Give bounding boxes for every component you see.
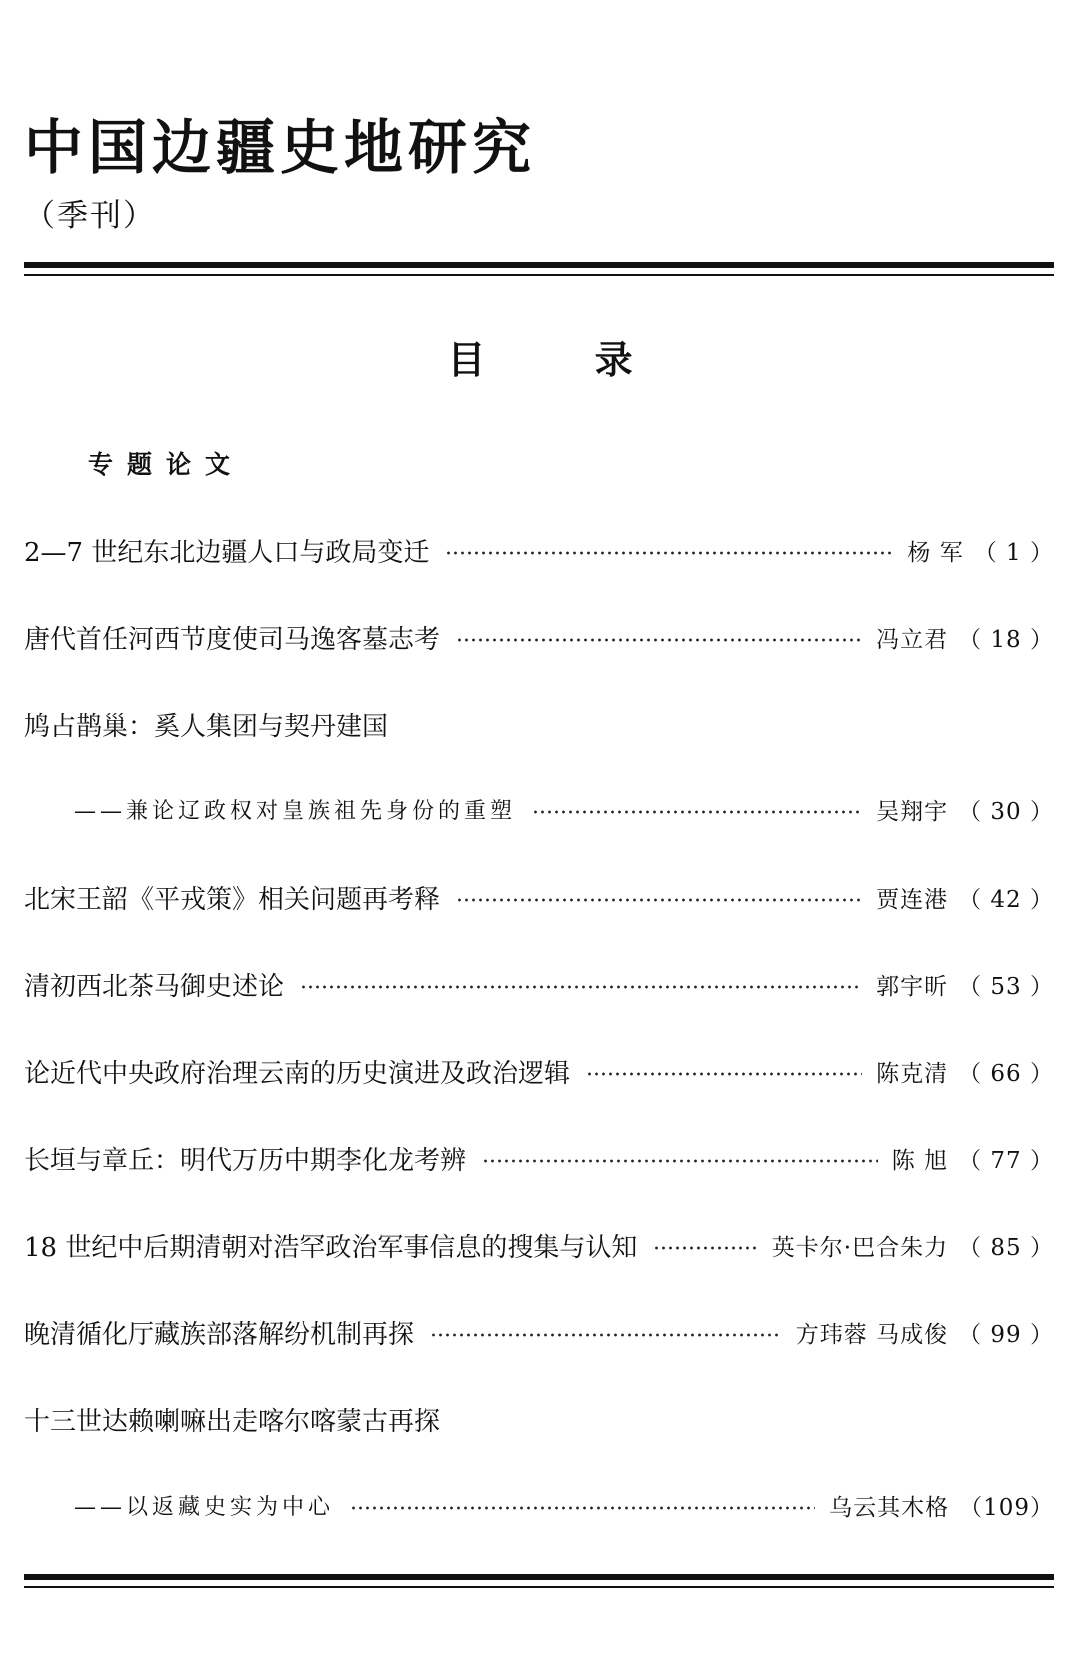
entry-page: （ 85 ）	[958, 1234, 1054, 1261]
entry-author: 陈克清	[876, 1060, 949, 1087]
toc-entry[interactable]	[24, 1312, 1054, 1352]
dot-leader	[430, 1332, 782, 1338]
entry-page: （109）	[959, 1494, 1054, 1521]
entry-title: 唐代首任河西节度使司马逸客墓志考	[24, 624, 441, 655]
entry-author: 方玮蓉 马成俊	[795, 1321, 949, 1348]
entry-subtitle: ——兼论辽政权对皇族祖先身份的重塑	[74, 798, 517, 824]
dot-leader	[456, 637, 862, 643]
journal-subtitle: （季刊）	[24, 198, 156, 234]
toc-entry[interactable]	[24, 530, 1054, 570]
entry-title: 18 世纪中后期清朝对浩罕政治军事信息的搜集与认知	[24, 1232, 638, 1263]
toc-entry[interactable]	[24, 877, 1054, 917]
toc-entry[interactable]	[24, 704, 1054, 744]
toc-entry[interactable]	[24, 964, 1054, 1004]
journal-title: 中国边疆史地研究	[24, 113, 537, 182]
entry-title: 2—7 世纪东北边疆人口与政局变迁	[24, 537, 430, 568]
toc-heading: 目 录	[447, 338, 681, 382]
entry-title: 鸠占鹊巢：奚人集团与契丹建国	[24, 711, 389, 742]
dot-leader	[445, 550, 893, 556]
entry-title: 十三世达赖喇嘛出走喀尔喀蒙古再探	[24, 1406, 441, 1437]
entry-subtitle: ——以返藏史实为中心	[74, 1494, 335, 1520]
dot-leader	[456, 897, 862, 903]
toc-entry[interactable]	[24, 1399, 1054, 1439]
dot-leader	[586, 1071, 862, 1077]
entry-page: （ 99 ）	[958, 1321, 1054, 1348]
footer-rule-thin	[24, 1586, 1054, 1588]
header-rule-thick	[24, 262, 1054, 268]
entry-author: 英卡尔·巴合朱力	[771, 1234, 949, 1261]
footer-rule-thick	[24, 1574, 1054, 1580]
dot-leader	[300, 984, 862, 990]
toc-entry[interactable]	[24, 617, 1054, 657]
entry-title: 晚清循化厅藏族部落解纷机制再探	[24, 1319, 415, 1350]
toc-entry[interactable]	[24, 1138, 1054, 1178]
entry-page: （ 1 ）	[973, 539, 1054, 566]
entry-page: （ 30 ）	[958, 798, 1054, 825]
section-label: 专题论文	[88, 450, 245, 479]
toc-entry[interactable]	[24, 1051, 1054, 1091]
entry-author: 吴翔宇	[876, 798, 949, 825]
entry-page: （ 53 ）	[958, 973, 1054, 1000]
entry-author: 陈 旭	[891, 1147, 949, 1174]
header-rule-thin	[24, 274, 1054, 276]
entry-title: 长垣与章丘：明代万历中期李化龙考辨	[24, 1145, 467, 1176]
dot-leader	[532, 809, 862, 815]
entry-author: 杨 军	[907, 539, 964, 566]
entry-author: 乌云其木格	[829, 1494, 950, 1521]
entry-page: （ 66 ）	[958, 1060, 1054, 1087]
entry-title: 清初西北茶马御史述论	[24, 971, 285, 1002]
toc-entry[interactable]	[24, 1225, 1054, 1265]
dot-leader	[482, 1158, 878, 1164]
entry-title: 论近代中央政府治理云南的历史演进及政治逻辑	[24, 1058, 571, 1089]
toc-entry-subtitle[interactable]	[74, 1485, 1054, 1525]
entry-author: 贾连港	[876, 886, 949, 913]
entry-page: （ 18 ）	[958, 626, 1054, 653]
dot-leader	[653, 1245, 757, 1251]
entry-page: （ 42 ）	[958, 886, 1054, 913]
entry-page: （ 77 ）	[958, 1147, 1054, 1174]
entry-author: 冯立君	[876, 626, 949, 653]
toc-entry-subtitle[interactable]	[74, 789, 1054, 829]
entry-title: 北宋王韶《平戎策》相关问题再考释	[24, 884, 441, 915]
entry-author: 郭宇昕	[876, 973, 949, 1000]
dot-leader	[350, 1505, 815, 1511]
